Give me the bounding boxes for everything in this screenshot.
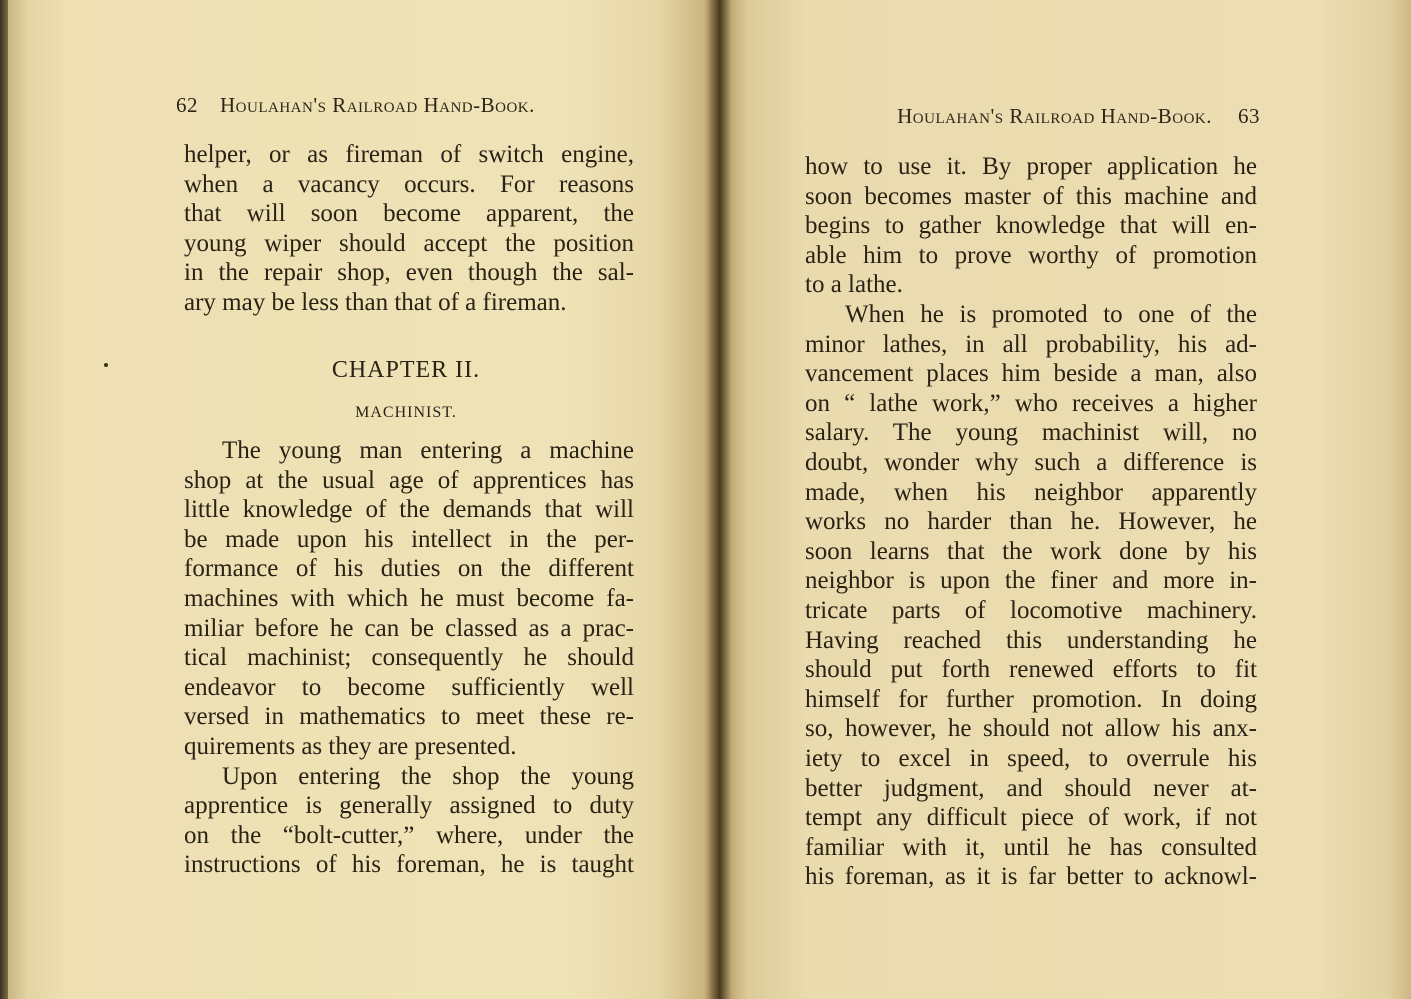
- left-page-number: 62: [176, 93, 198, 117]
- chapter-heading: CHAPTER II.: [331, 357, 481, 383]
- chapter-subheading: MACHINIST.: [355, 404, 457, 421]
- text-line: better judgment, and should never at-: [805, 774, 1257, 802]
- text-line: his foreman, as it is far better to acknowl-: [805, 863, 1257, 891]
- book-gutter: [704, 0, 732, 999]
- right-running-title: Houlahan's Railroad Hand-Book.: [897, 104, 1212, 128]
- text-line: machines with which he must become fa-: [184, 585, 634, 612]
- right-page: [718, 0, 1411, 999]
- text-line: on “ lathe work,” who receives a higher: [805, 389, 1257, 417]
- text-line: When he is promoted to one of the: [845, 301, 1257, 328]
- text-line: be made upon his intellect in the per-: [184, 525, 634, 553]
- text-line: quirements as they are presented.: [184, 733, 517, 760]
- text-line: on the “bolt-cutter,” where, under the: [184, 821, 634, 849]
- text-line: formance of his duties on the different: [184, 555, 634, 583]
- text-line: Having reached this understanding he: [805, 626, 1257, 654]
- text-line: young wiper should accept the position: [184, 229, 634, 257]
- left-running-title: Houlahan's Railroad Hand-Book.: [220, 93, 535, 117]
- text-line: made, when his neighbor apparently: [805, 478, 1257, 506]
- text-line: shop at the usual age of apprentices has: [184, 466, 634, 494]
- text-line: tempt any difficult piece of work, if not: [805, 804, 1257, 832]
- text-line: should put forth renewed efforts to fit: [805, 656, 1257, 684]
- text-line: Upon entering the shop the young: [222, 762, 634, 790]
- text-line: familiar with it, until he has consulted: [805, 833, 1257, 861]
- text-line: tical machinist; consequently he should: [184, 644, 634, 672]
- text-line: little knowledge of the demands that will: [184, 496, 634, 524]
- text-line: soon learns that the work done by his: [805, 537, 1257, 565]
- text-line: in the repair shop, even though the sal-: [184, 259, 634, 287]
- text-line: himself for further promotion. In doing: [805, 685, 1257, 713]
- text-line: The young man entering a machine: [222, 437, 634, 464]
- text-line: instructions of his foreman, he is taught: [184, 851, 634, 879]
- left-page: [8, 0, 718, 999]
- text-line: ary may be less than that of a fireman.: [184, 289, 567, 316]
- right-page-number: 63: [1238, 104, 1260, 128]
- text-line: apprentice is generally assigned to duty: [184, 792, 634, 820]
- text-line: works no harder than he. However, he: [805, 508, 1257, 536]
- text-line: neighbor is upon the finer and more in-: [805, 567, 1257, 595]
- text-line: iety to excel in speed, to overrule his: [805, 745, 1257, 772]
- text-line: how to use it. By proper application he: [805, 153, 1257, 180]
- text-line: to a lathe.: [805, 271, 903, 299]
- text-line: doubt, wonder why such a difference is: [805, 449, 1257, 476]
- right-running-head: [850, 104, 1260, 129]
- text-line: salary. The young machinist will, no: [805, 419, 1257, 447]
- text-line: minor lathes, in all probability, his ad-: [805, 330, 1257, 358]
- text-line: miliar before he can be classed as a prac-: [184, 614, 634, 642]
- paper-speck: [104, 363, 108, 367]
- text-line: tricate parts of locomotive machinery.: [805, 597, 1257, 624]
- text-line: that will soon become apparent, the: [184, 200, 634, 228]
- text-line: helper, or as fireman of switch engine,: [184, 141, 634, 168]
- text-line: able him to prove worthy of promotion: [805, 241, 1257, 269]
- text-line: when a vacancy occurs. For reasons: [184, 170, 634, 198]
- text-line: endeavor to become sufficiently well: [184, 673, 634, 701]
- text-line: versed in mathematics to meet these re-: [184, 703, 634, 731]
- text-line: vancement places him beside a man, also: [805, 360, 1257, 388]
- left-running-head: [176, 93, 596, 118]
- text-line: so, however, he should not allow his anx-: [805, 715, 1257, 743]
- text-line: soon becomes master of this machine and: [805, 182, 1257, 210]
- text-line: begins to gather knowledge that will en-: [805, 212, 1257, 240]
